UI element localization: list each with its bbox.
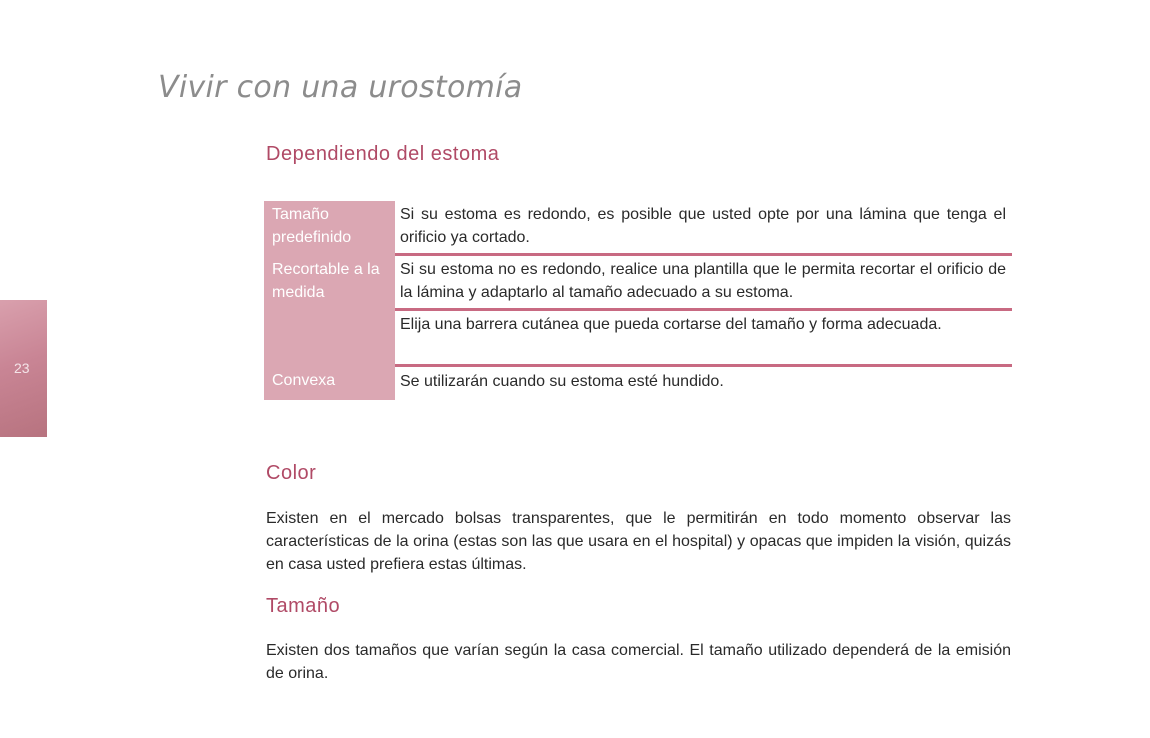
section-heading-dependiendo: Dependiendo del estoma xyxy=(266,143,500,165)
row-description: Elija una barrera cutánea que pueda cortarse del tamaño y forma adecuada. xyxy=(395,311,1012,367)
table-row xyxy=(264,256,1012,311)
stoma-options-table xyxy=(264,201,1012,400)
row-label xyxy=(264,311,395,367)
page-number: 23 xyxy=(14,360,30,376)
section-heading-color: Color xyxy=(266,462,317,484)
row-description: Si su estoma no es redondo, realice una plantilla que le permita recortar el orificio de la lámina y adaptarlo al tamaño adecuado a su estoma. xyxy=(395,256,1012,311)
document-title: Vivir con una urostomía xyxy=(158,70,523,105)
section-heading-tamano: Tamaño xyxy=(266,595,341,617)
row-label: Recortable a la medida xyxy=(264,256,395,311)
row-label: Convexa xyxy=(264,367,395,400)
row-description: Se utilizarán cuando su estoma esté hundido. xyxy=(400,373,724,390)
table-row xyxy=(264,311,1012,367)
color-paragraph: Existen en el mercado bolsas transparentes, que le permitirán en todo momento observar las características de la orina (estas son las que usara en el hospital) y opacas que impiden la visión, quizás en casa usted prefiera estas últimas. xyxy=(266,510,1011,573)
row-label: Tamaño predefinido xyxy=(264,201,395,256)
tamano-paragraph: Existen dos tamaños que varían según la casa comercial. El tamaño utilizado dependerá de la emisión de orina. xyxy=(266,642,1011,682)
table-row xyxy=(264,201,1012,256)
table-row xyxy=(264,367,1012,400)
row-description: Si su estoma es redondo, es posible que usted opte por una lámina que tenga el orificio ya cortado. xyxy=(395,201,1012,256)
